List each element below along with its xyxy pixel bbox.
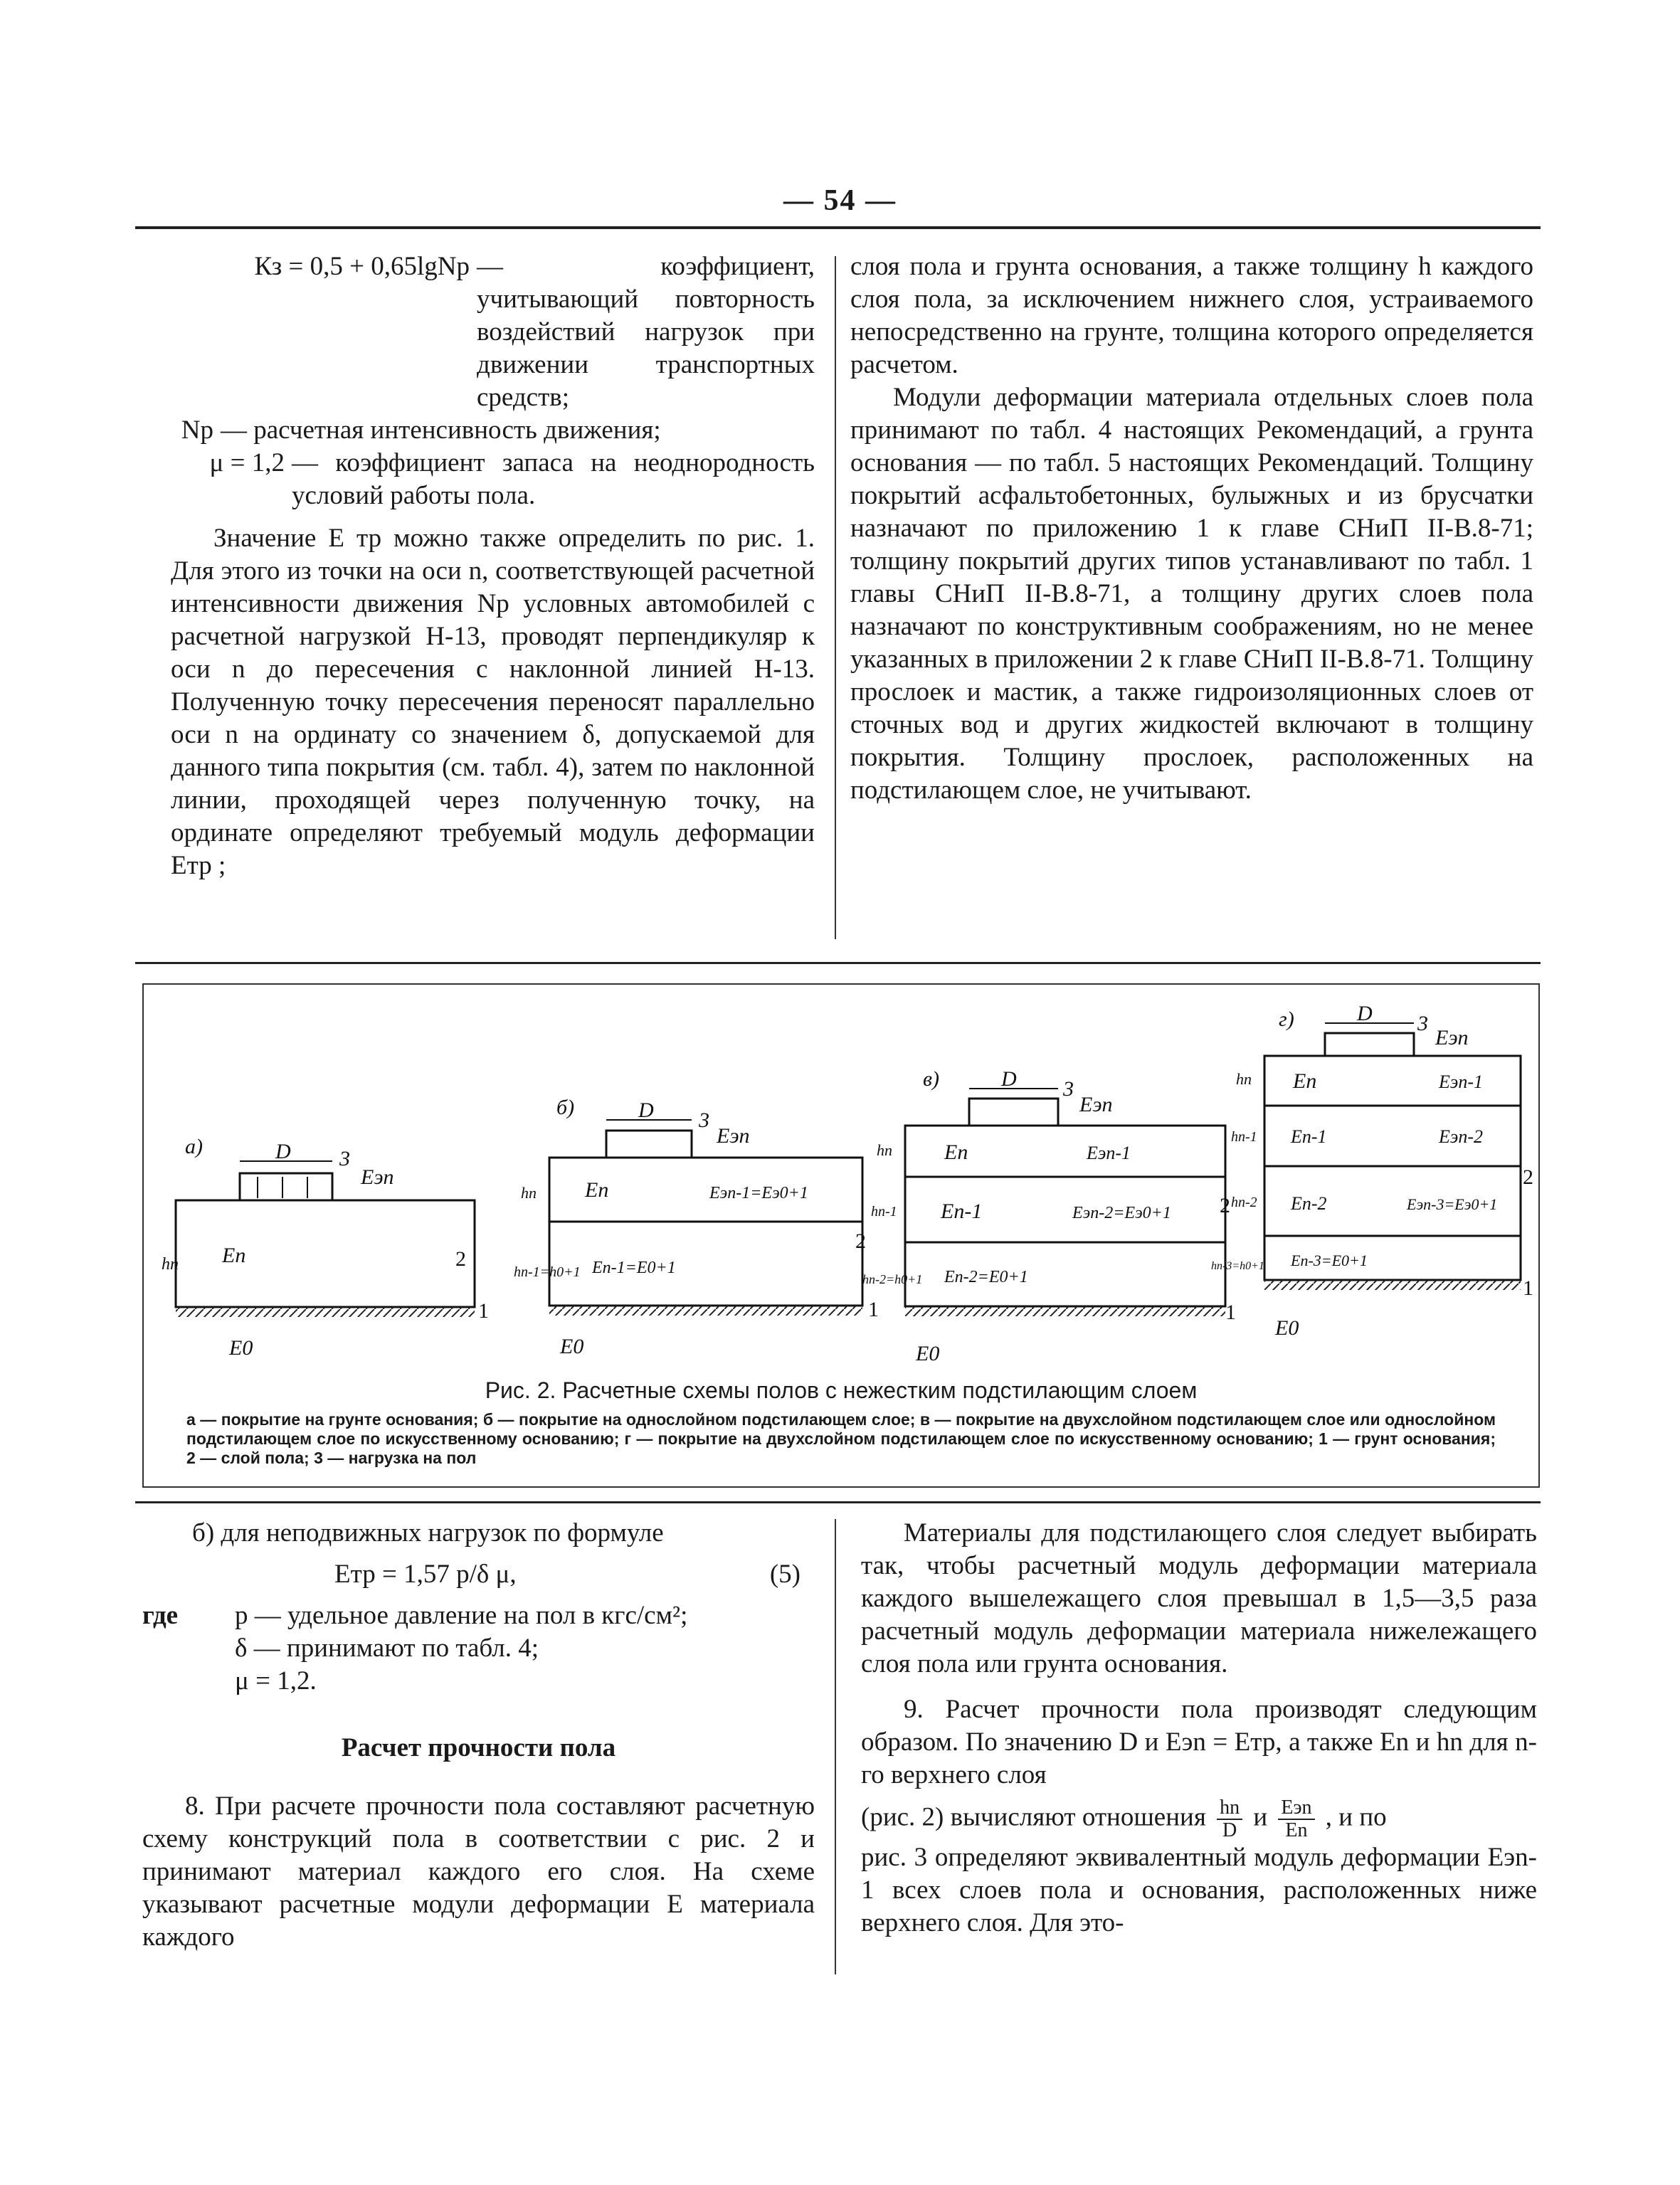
fraction-numerator: Eэn: [1278, 1797, 1314, 1820]
layer-n: [176, 1200, 475, 1307]
panel-label: б): [556, 1096, 575, 1119]
label-2: 2: [455, 1247, 466, 1271]
ratio-intro: (рис. 2) вычисляют отношения: [861, 1802, 1206, 1832]
definition-row: [171, 250, 815, 414]
label-ene: Eэn: [717, 1124, 750, 1148]
where-label: где: [142, 1601, 179, 1630]
column-divider-top: [835, 256, 836, 939]
label-hn: hn: [877, 1141, 892, 1159]
label-ee: Eэn-2=Eэ0+1: [1072, 1204, 1171, 1222]
label-en: En: [944, 1141, 968, 1164]
fraction-denominator: En: [1285, 1819, 1308, 1841]
definition-row: [171, 414, 815, 447]
load-block: [1325, 1033, 1414, 1056]
where-spacer: [142, 1632, 235, 1665]
formula-5: [142, 1550, 815, 1599]
load-block: [606, 1131, 692, 1158]
paragraph-materials: Материалы для подстилающего слоя следует выбирать так, чтобы расчетный модуль деформации материала каждого вышележащего слоя превышал в 1,5—3,5 раза расчетный модуль деформации материала нижележащего слоя пола или грунта основания.: [861, 1518, 1537, 1678]
label-en2: En-2: [1291, 1193, 1327, 1214]
figure-legend: а — покрытие на грунте основания; б — покрытие на однослойном подстилающем слое; в — покрытие на двухслойном подстилающем слое или однослойном подстилающем слое по искусственному основанию; г — покрытие на двухслойном подстилающем слое по искусственному основанию; 1 — грунт основания; 2 — слой пола; 3 — нагрузка на пол: [186, 1410, 1496, 1467]
panel-label: г): [1279, 1007, 1294, 1031]
definition-symbol: μ = 1,2: [209, 448, 285, 477]
figure-top-rule: [135, 962, 1541, 964]
figure-bottom-rule: [135, 1501, 1541, 1503]
fraction-ene-en: [1278, 1797, 1314, 1841]
label-3: 3: [699, 1109, 709, 1132]
and-word: и: [1253, 1802, 1268, 1832]
label-en1e: Eэn-1: [1087, 1143, 1131, 1163]
label-3: 3: [1063, 1077, 1074, 1101]
panel-label: в): [923, 1067, 940, 1091]
fraction-numerator: hn: [1217, 1797, 1242, 1820]
paragraph-9a: 9. Расчет прочности пола производят следующим образом. По значению D и Eэn = Eтр, а также En и hn для n-го верхнего слоя: [861, 1695, 1537, 1789]
label-en: En: [1293, 1069, 1317, 1093]
label-en: En: [585, 1178, 609, 1202]
page-number: — 54 —: [783, 184, 897, 217]
label-en: En: [222, 1244, 246, 1267]
label-e0: E0: [560, 1335, 584, 1358]
label-ene: Eэn: [1435, 1026, 1469, 1049]
label-1: 1: [868, 1298, 879, 1321]
where-row: [142, 1599, 815, 1632]
definitions-list: [171, 250, 815, 512]
paragraph-8: 8. При расчете прочности пола составляют расчетную схему конструкций пола в соответствии с рис. 2 и принимают материал каждого его слоя. На схеме указывают расчетные модули деформации E материала каждого: [142, 1792, 815, 1952]
fraction-hn-d: [1217, 1797, 1242, 1841]
ground-hatch: [905, 1306, 1225, 1316]
label-d: D: [1001, 1067, 1017, 1091]
paragraph-etr: Значение E тр можно также определить по рис. 1. Для этого из точки на оси n, соответствующей расчетной интенсивности движения Nр условных автомобилей с расчетной нагрузкой Н-13, проводят перпендикуляр к оси n до пересечения с наклонной линией Н-13. Полученную точку пересечения переносят параллельно оси n на ординату со значением δ, допускаемой для данного типа покрытия (см. табл. 4), затем по наклонной линии, проходящей через полученную точку, на ординате определяют требуемый модуль деформации Eтр ;: [171, 524, 815, 880]
label-e0: E0: [1275, 1316, 1299, 1340]
label-hn3-eq: hn-3=h0+1: [1211, 1260, 1264, 1272]
label-en1e: Eэn-1: [1439, 1072, 1484, 1092]
load-block: [240, 1173, 332, 1200]
label-2: 2: [1523, 1165, 1533, 1189]
label-hn: hn: [1236, 1070, 1252, 1088]
section-heading: Расчет прочности пола: [341, 1733, 616, 1762]
label-hn1: hn-1: [871, 1204, 897, 1220]
column-divider-bottom: [835, 1519, 836, 1974]
label-d: D: [275, 1140, 291, 1163]
where-row: [142, 1632, 815, 1665]
definition-symbol: Кз = 0,5 + 0,65lgNp: [254, 252, 470, 281]
label-2: 2: [855, 1229, 866, 1253]
layer-schemes-diagram: [144, 985, 1538, 1383]
right-column-bottom: [861, 1517, 1537, 1940]
label-1: 1: [478, 1299, 489, 1323]
panel-label: а): [185, 1135, 203, 1158]
label-d: D: [1357, 1002, 1373, 1025]
label-e0: E0: [229, 1336, 253, 1360]
ground-hatch: [176, 1307, 475, 1317]
ground-hatch: [549, 1306, 862, 1316]
label-en2e: Eэn-2: [1439, 1126, 1484, 1147]
formula-number: (5): [769, 1560, 801, 1589]
definition-text: — расчетная интенсивность движения;: [221, 416, 661, 445]
definition-row: [171, 447, 815, 512]
scheme-g: [1211, 1002, 1533, 1340]
right-column-top: [850, 250, 1533, 807]
label-hn2: hn-2: [1231, 1195, 1257, 1210]
label-hn1: hn-1: [1231, 1129, 1257, 1145]
where-item: δ — принимают по табл. 4;: [235, 1634, 539, 1663]
where-row: [142, 1665, 815, 1698]
paragraph-moduli: Модули деформации материала отдельных слоев пола принимают по табл. 4 настоящих Рекомендаций, а грунта основания — по табл. 5 настоящих Рекомендаций. Толщину покрытий асфальтобетонных, булыжных и из брусчатки назначают по приложению 1 к главе СНиП II-В.8-71; толщину покрытий других типов устанавливают по табл. 1 главы СНиП II-В.8-71, а толщину других слоев пола назначают по конструктивным соображениям, но не менее указанных в приложении 2 к главе СНиП II-В.8-71. Толщину прослоек и мастик, а также гидроизоляционных слоев от сточных вод и других жидкостей включают в толщину покрытия. Толщину прослоек, расположенных на подстилающем слое, не учитывают.: [850, 383, 1533, 805]
label-ee: Eэn-1=Eэ0+1: [709, 1184, 808, 1202]
figure-caption: Рис. 2. Расчетные схемы полов с нежестким подстилающим слоем: [485, 1377, 1198, 1403]
paragraph-9b: [861, 1797, 1537, 1841]
ratio-outro: , и по: [1325, 1802, 1387, 1832]
label-en1: En-1: [1291, 1126, 1327, 1147]
where-spacer: [142, 1665, 235, 1698]
formula-expression: Eтр = 1,57 p/δ μ,: [334, 1560, 517, 1589]
label-en3-eq: En-3=E0+1: [1291, 1252, 1368, 1269]
definition-text: — коэффициент, учитывающий повторность воздействий нагрузок при движении транспортных средств;: [477, 252, 815, 412]
label-d: D: [638, 1099, 654, 1122]
label-e0: E0: [916, 1342, 940, 1365]
label-hn: hn: [162, 1255, 179, 1274]
label-en1: En-1: [941, 1200, 983, 1223]
definition-text: — коэффициент запаса на неоднородность условий работы пола.: [292, 448, 815, 510]
scheme-b: [514, 1096, 879, 1358]
label-en2-eq: En-2=E0+1: [944, 1268, 1028, 1286]
label-en1-eq: En-1=E0+1: [592, 1259, 676, 1277]
label-1: 1: [1523, 1276, 1533, 1300]
label-hn1-eq: hn-1=h0+1: [514, 1264, 581, 1280]
where-item: p — удельное давление на пол в кгс/см²;: [235, 1601, 688, 1630]
label-ene: Eэn: [361, 1165, 394, 1189]
figure-2: [142, 983, 1540, 1488]
label-hn2-eq: hn-2=h0+1: [862, 1272, 923, 1286]
label-3: 3: [1417, 1012, 1428, 1035]
formula-intro: б) для неподвижных нагрузок по формуле: [192, 1518, 664, 1548]
ground-hatch: [1264, 1280, 1521, 1290]
load-block: [969, 1099, 1058, 1126]
paragraph-layers: слоя пола и грунта основания, а также толщину h каждого слоя пола, за исключением нижнего слоя, устраиваемого непосредственно на грунте, толщина которого определяется расчетом.: [850, 252, 1533, 379]
label-2: 2: [1220, 1194, 1230, 1217]
left-column-top: [171, 250, 815, 882]
scheme-v: [862, 1067, 1236, 1365]
where-item: μ = 1,2.: [235, 1666, 317, 1695]
left-column-bottom: [142, 1517, 815, 1954]
where-list: [142, 1599, 815, 1698]
label-ee: Eэn-3=Eэ0+1: [1407, 1195, 1498, 1213]
label-ene: Eэn: [1079, 1093, 1113, 1116]
header-rule: [135, 226, 1541, 229]
definition-symbol: Np: [181, 416, 213, 445]
label-hn: hn: [521, 1184, 537, 1202]
paragraph-9c: рис. 3 определяют эквивалентный модуль деформации Eэn-1 всех слоев пола и основания, расположенных ниже верхнего слоя. Для это-: [861, 1843, 1537, 1937]
label-3: 3: [339, 1147, 350, 1170]
scheme-a: [162, 1135, 489, 1360]
label-1: 1: [1225, 1301, 1236, 1324]
fraction-denominator: D: [1222, 1819, 1237, 1841]
